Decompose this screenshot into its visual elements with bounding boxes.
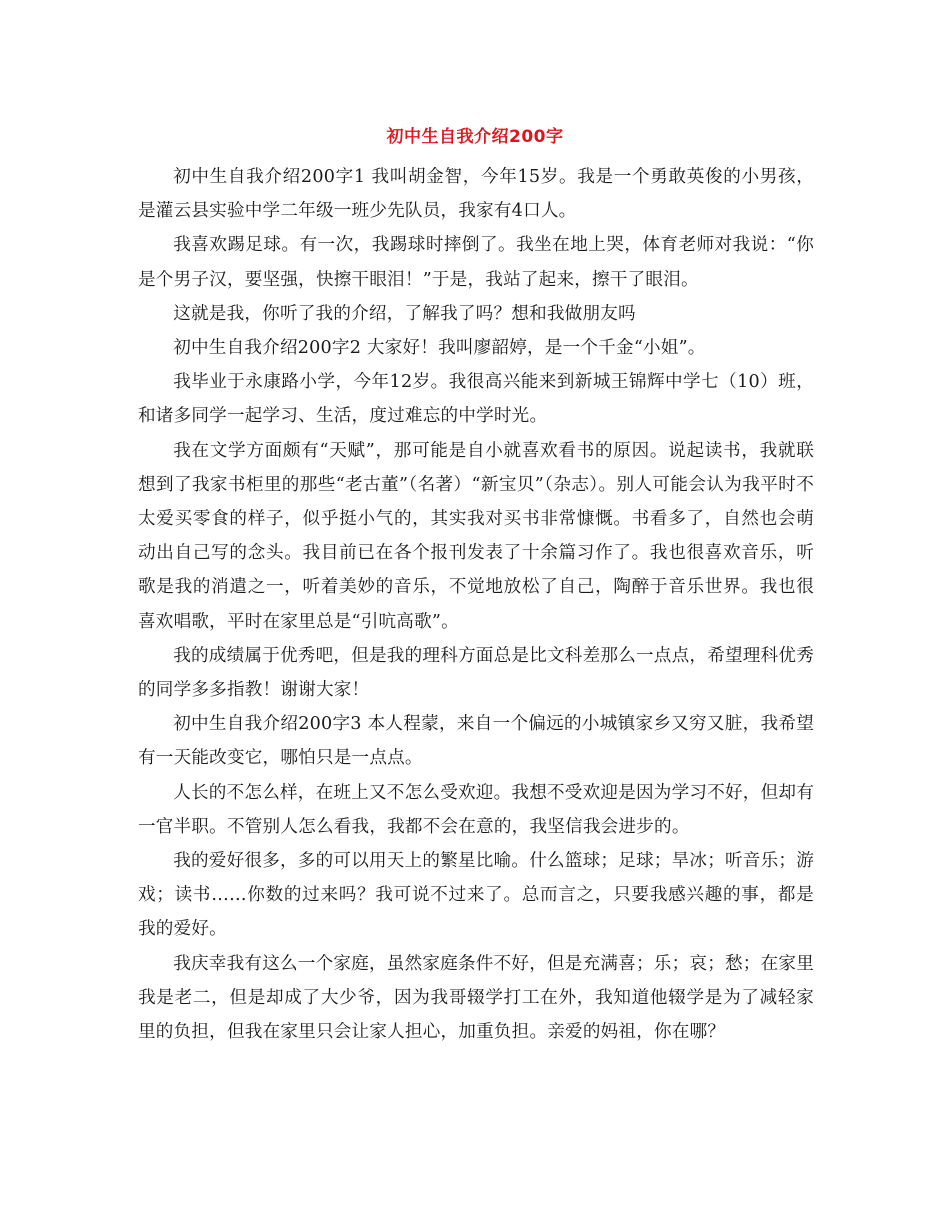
paragraph-grades: 我的成绩属于优秀吧，但是我的理科方面总是比文科差那么一点点，希望理科优秀的同学多多指教！谢谢大家！ [138,645,814,701]
document-body [138,160,814,1049]
paragraph-personality: 人长的不怎么样，在班上又不怎么受欢迎。我想不受欢迎是因为学习不好，但却有一官半职。不管别人怎么看我，我都不会在意的，我坚信我会进步的。 [138,782,814,837]
paragraph-intro-2: 初中生自我介绍200字2 大家好！我叫廖韶婷，是一个千金“小姐”。 [173,338,706,359]
paragraph-hobbies: 我的爱好很多，多的可以用天上的繁星比喻。什么篮球；足球；旱冰；听音乐；游戏；读书……你数的过来吗？我可说不过来了。总而言之，只要我感兴趣的事，都是我的爱好。 [138,851,814,940]
paragraph-family: 我庆幸我有这么一个家庭，虽然家庭条件不好，但是充满喜；乐；哀；愁；在家里我是老二，但是却成了大少爷，因为我哥辍学打工在外，我知道他辍学是为了减轻家里的负担，但我在家里只会让家人担心，加重负担。亲爱的妈祖，你在哪？ [138,953,814,1043]
paragraph-football: 我喜欢踢足球。有一次，我踢球时摔倒了。我坐在地上哭，体育老师对我说：“你是个男子汉，要坚强，快擦干眼泪！”于是，我站了起来，擦干了眼泪。 [138,235,814,290]
paragraph-intro-1: 初中生自我介绍200字1 我叫胡金智，今年15岁。我是一个勇敢英俊的小男孩，是灌云县实验中学二年级一班少先队员，我家有4口人。 [138,167,814,222]
paragraph-closing-1: 这就是我，你听了我的介绍，了解我了吗？想和我做朋友吗 [173,303,636,324]
paragraph-literature: 我在文学方面颇有“天赋”，那可能是自小就喜欢看书的原因。说起读书，我就联想到了我家书柜里的那些“老古董”（名著）“新宝贝”（杂志）。别人可能会认为我平时不太爱买零食的样子，似乎挺小气的，其实我对买书非常慷慨。书看多了，自然也会萌动出自己写的念头。我目前已在各个报刊发表了十余篇习作了。我也很喜欢音乐，听歌是我的消遣之一，听着美妙的音乐，不觉地放松了自己，陶醉于音乐世界。我也很喜欢唱歌，平时在家里总是“引吭高歌”。 [138,440,814,632]
paragraph-school: 我毕业于永康路小学，今年12岁。我很高兴能来到新城王锦辉中学七（10）班，和诸多同学一起学习、生活，度过难忘的中学时光。 [138,372,814,427]
document-title: 初中生自我介绍200字 [386,127,564,147]
paragraph-intro-3: 初中生自我介绍200字3 本人程蒙，来自一个偏远的小城镇家乡又穷又脏，我希望有一天能改变它，哪怕只是一点点。 [138,714,814,769]
